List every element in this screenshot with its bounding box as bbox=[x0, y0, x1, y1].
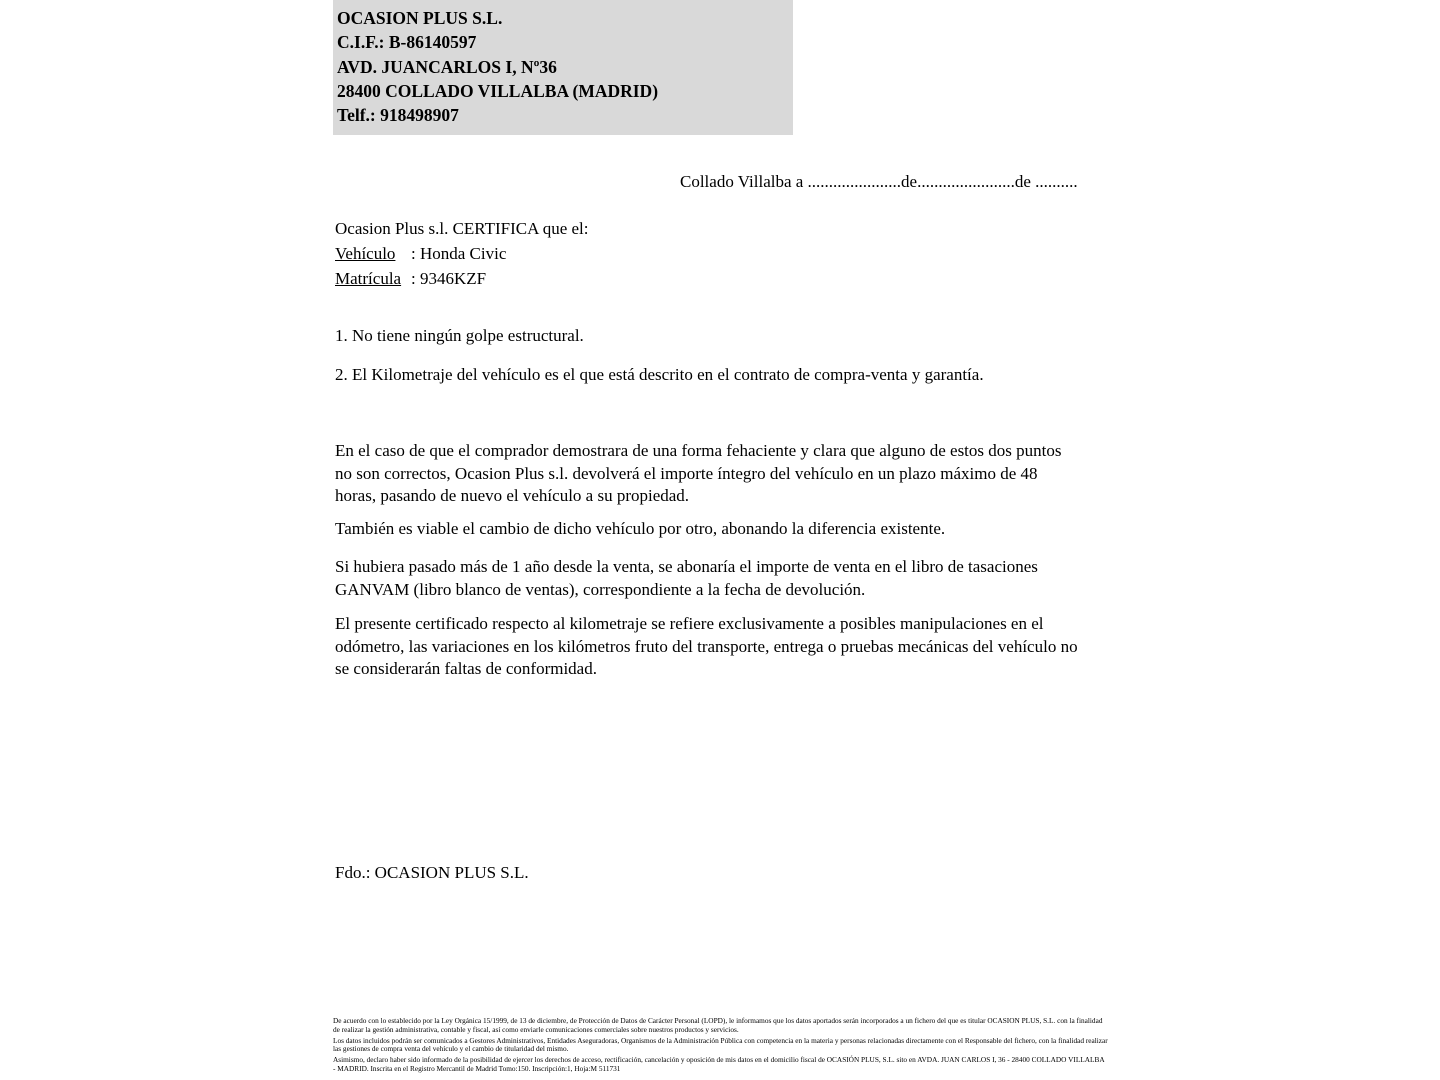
company-cif: C.I.F.: B-86140597 bbox=[337, 32, 477, 53]
certifies-intro: Ocasion Plus s.l. CERTIFICA que el: bbox=[335, 219, 589, 238]
legal-paragraph-1: De acuerdo con lo establecido por la Ley Orgánica 15/1999, de 13 de diciembre, de Protección de Datos de Carácter Personal (LOPD), le informamos que los datos aportados serán incorporados a un fichero del que es titular OCASION PLUS, S.L. con la finalidad de realizar la gestión administrativa, contable y fiscal, así como enviarle comunicaciones comerciales sobre nuestros productos y servicios. bbox=[333, 1016, 1103, 1034]
company-city: 28400 COLLADO VILLALBA (MADRID) bbox=[337, 80, 659, 101]
company-header-block bbox=[333, 0, 793, 135]
legal-paragraph-3: Asimismo, declaro haber sido informado de la posibilidad de ejercer los derechos de acceso, rectificación, cancelación y oposición de mis datos en el domicilio fiscal de OCASIÓN PLUS, S.L. sito en AVDA. JUAN CARLOS I, 36 - 28400 COLLADO VILLALBA - MADRID. Inscrita en el Registro Mercantil de Madrid Tomo:150. Inscripción:1, Hoja:M 511731 bbox=[333, 1055, 1105, 1073]
paragraph-one-year-valuation: Si hubiera pasado más de 1 año desde la venta, se abonaría el importe de venta en el libro de tasaciones GANVAM (libro blanco de ventas), correspondiente a la fecha de devolución. bbox=[335, 557, 1038, 599]
vehicle-value: : Honda Civic bbox=[411, 244, 507, 263]
certification-block bbox=[335, 216, 589, 291]
vehicle-row bbox=[335, 241, 589, 266]
certified-point-1: 1. No tiene ningún golpe estructural. bbox=[335, 326, 584, 345]
certified-point-2: 2. El Kilometraje del vehículo es el que está descrito en el contrato de compra-venta y garantía. bbox=[335, 365, 984, 384]
company-address: AVD. JUANCARLOS I, Nº36 bbox=[337, 56, 557, 77]
signature-line: Fdo.: OCASION PLUS S.L. bbox=[335, 863, 529, 882]
vehicle-label: Vehículo bbox=[335, 244, 396, 263]
plate-value: : 9346KZF bbox=[411, 269, 487, 288]
legal-paragraph-2: Los datos incluidos podrán ser comunicados a Gestores Administrativos, Entidades Aseguradoras, Organismos de la Administración Pública con competencia en la materia y personas relacionadas directamente con el Responsable del fichero, con la finalidad realizar las gestiones de compra venta del vehículo y el cambio de titularidad del mismo. bbox=[333, 1035, 1108, 1054]
paragraph-odometer-scope: El presente certificado respecto al kilometraje se refiere exclusivamente a posibles manipulaciones en el odómetro, las variaciones en los kilómetros fruto del transporte, entrega o pruebas mecánicas del vehículo no se considerarán faltas de conformidad. bbox=[335, 614, 1078, 678]
legal-notice bbox=[333, 1017, 1108, 1074]
plate-label: Matrícula bbox=[335, 269, 402, 288]
paragraph-refund-conditions: En el caso de que el comprador demostrara de una forma fehaciente y clara que alguno de estos dos puntos no son correctos, Ocasion Plus s.l. devolverá el importe íntegro del vehículo en un plazo máximo de 48 horas, pasando de nuevo el vehículo a su propiedad. bbox=[335, 441, 1062, 505]
paragraph-vehicle-exchange: También es viable el cambio de dicho vehículo por otro, abonando la diferencia existente. bbox=[335, 519, 946, 538]
company-phone: Telf.: 918498907 bbox=[337, 105, 459, 126]
company-name: OCASION PLUS S.L. bbox=[337, 8, 503, 28]
place-and-date-line: Collado Villalba a ......................de.......................de .......... bbox=[680, 172, 1078, 191]
plate-row bbox=[335, 266, 589, 291]
